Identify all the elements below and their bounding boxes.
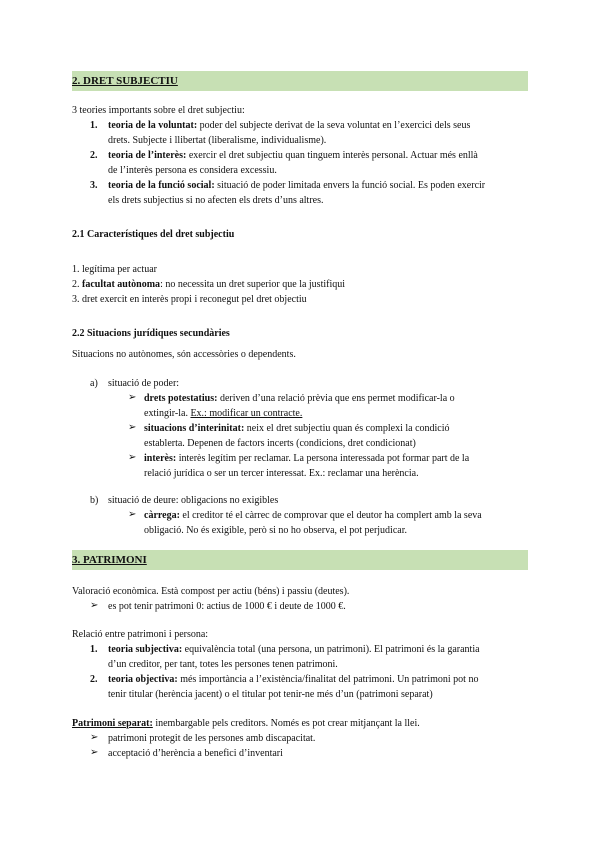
list-number: 2. bbox=[90, 150, 98, 161]
subheading-situacions: 2.2 Situacions jurídiques secundàries bbox=[72, 328, 230, 339]
intro-text: 3 teories importants sobre el dret subjectiu: bbox=[72, 105, 245, 116]
section-heading-patrimoni: 3. PATRIMONI bbox=[72, 550, 528, 570]
teoria-subjectiva-cont: d’un creditor, per tant, totes les persones tenen patrimoni. bbox=[108, 659, 338, 670]
interes-item: interès: interès legítim per reclamar. La persona interessada pot formar part de la bbox=[144, 453, 470, 464]
arrow-bullet-icon: ➢ bbox=[128, 452, 137, 463]
separat-bullet-2: acceptació d’herència a benefici d’inventari bbox=[108, 748, 283, 759]
list-number: 1. bbox=[90, 120, 98, 131]
drets-potestatius: drets potestatius: deriven d’una relació prèvia que ens permet modificar-la o bbox=[144, 393, 455, 404]
separat-bullet-1: patrimoni protegit de les persones amb discapacitat. bbox=[108, 733, 316, 744]
theory-interes: teoria de l’interès: exercir el dret subjectiu quan tinguem interès personal. Actuar més enllà bbox=[108, 150, 478, 161]
section-heading-dret-subjectiu: 2. DRET SUBJECTIU bbox=[72, 71, 528, 91]
list-number: 2. bbox=[90, 674, 98, 685]
teoria-objectiva-cont: tenir titular (herència jacent) o el titular pot tenir-ne més d’un (patrimoni separat) bbox=[108, 689, 433, 700]
list-letter-a: a) bbox=[90, 378, 98, 389]
theory-voluntat: teoria de la voluntat: poder del subjecte derivat de la seva voluntat en l’exercici dels seus bbox=[108, 120, 471, 131]
theory-funcio-social: teoria de la funció social: situació de poder limitada envers la funció social. Es poden exercir bbox=[108, 180, 486, 191]
patrimoni-separat: Patrimoni separat: inembargable pels creditors. Només es pot crear mitjançant la llei. bbox=[72, 718, 420, 729]
arrow-bullet-icon: ➢ bbox=[90, 600, 99, 611]
theory-interes-cont: de l’interès persona es considera excessiu. bbox=[108, 165, 277, 176]
theory-funcio-social-cont: els drets subjectius si no afecten els drets d’uns altres. bbox=[108, 195, 324, 206]
drets-potestatius-cont: extingir-la. Ex.: modificar un contracte. bbox=[144, 408, 303, 419]
situacio-poder: situació de poder: bbox=[108, 378, 180, 389]
situacions-interinitat-cont: establerta. Depenen de factors incerts (condicions, dret condicionat) bbox=[144, 438, 416, 449]
subheading-caracteristiques: 2.1 Característiques del dret subjectiu bbox=[72, 229, 235, 240]
interes-item-cont: relació jurídica o ser un tercer interessat. Ex.: reclamar una herència. bbox=[144, 468, 419, 479]
list-number: 3. bbox=[90, 180, 98, 191]
situacions-interinitat: situacions d’interinitat: neix el dret subjectiu quan és complexi la condició bbox=[144, 423, 450, 434]
valuation-text: Valoració econòmica. Està compost per actiu (béns) i passiu (deutes). bbox=[72, 586, 350, 597]
list-number: 1. bbox=[90, 644, 98, 655]
arrow-bullet-icon: ➢ bbox=[128, 422, 137, 433]
arrow-bullet-icon: ➢ bbox=[90, 732, 99, 743]
arrow-bullet-icon: ➢ bbox=[128, 509, 137, 520]
teoria-objectiva: teoria objectiva: més importància a l’existència/finalitat del patrimoni. Un patrimoni pot no bbox=[108, 674, 479, 685]
theory-voluntat-cont: drets. Subjecte i llibertat (liberalisme, individualisme). bbox=[108, 135, 327, 146]
teoria-subjectiva: teoria subjectiva: equivalència total (una persona, un patrimoni). El patrimoni és la garantia bbox=[108, 644, 480, 655]
arrow-bullet-icon: ➢ bbox=[128, 392, 137, 403]
characteristic-1: 1. legítima per actuar bbox=[72, 264, 157, 275]
situacions-intro: Situacions no autònomes, són accessòries o dependents. bbox=[72, 349, 296, 360]
carrega-item: càrrega: el creditor té el càrrec de comprovar que el deutor ha complert amb la seva bbox=[144, 510, 482, 521]
characteristic-2: 2. facultat autònoma: no necessita un dret superior que la justifiqui bbox=[72, 279, 346, 290]
characteristic-3: 3. dret exercit en interès propi i reconegut pel dret objectiu bbox=[72, 294, 307, 305]
relation-text: Relació entre patrimoni i persona: bbox=[72, 629, 209, 640]
arrow-bullet-icon: ➢ bbox=[90, 747, 99, 758]
carrega-item-cont: obligació. No és exigible, però si no ho observa, el pot perjudicar. bbox=[144, 525, 407, 536]
list-letter-b: b) bbox=[90, 495, 99, 506]
situacio-deure: situació de deure: obligacions no exigibles bbox=[108, 495, 279, 506]
valuation-bullet: es pot tenir patrimoni 0: actius de 1000 € i deute de 1000 €. bbox=[108, 601, 346, 612]
